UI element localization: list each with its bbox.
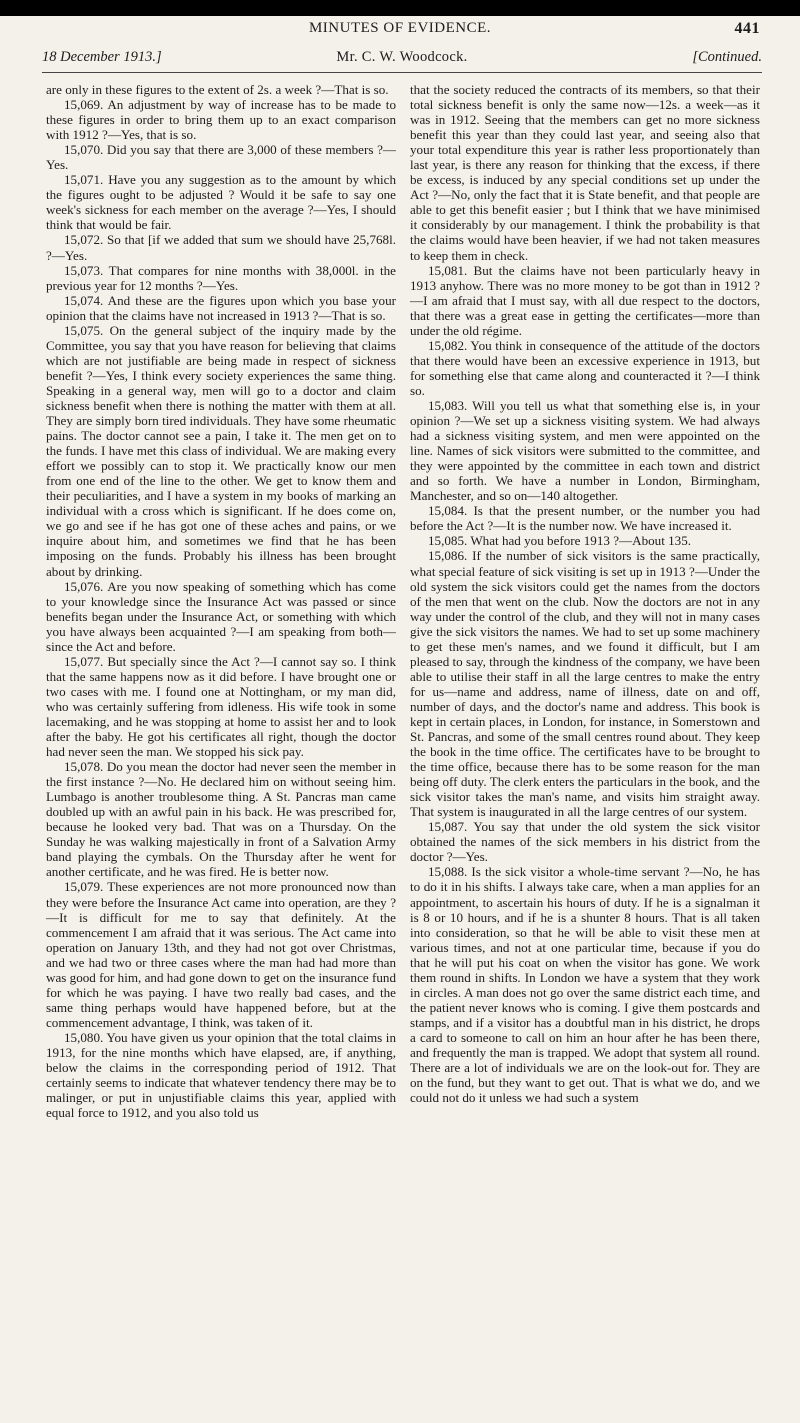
paragraph: are only in these figures to the extent of 2s. a week ?—That is so. [46, 82, 389, 97]
paragraph: 15,085. What had you before 1913 ?—About 135. [428, 533, 692, 549]
paragraph: 15,072. So that [if we added that sum we should have 25,768l. ?—Yes. [46, 232, 396, 263]
paragraph: 15,069. An adjustment by way of increase has to be made to these figures in order to bring them up to an exact comparison with 1912 ?—Yes, that is so. [46, 97, 396, 143]
header-title: MINUTES OF EVIDENCE. [308, 20, 492, 36]
left-column [46, 82, 396, 1120]
running-header [40, 20, 760, 40]
right-column [410, 82, 760, 1105]
continued-label: [Continued. [692, 49, 762, 65]
paragraph: 15,073. That compares for nine months with 38,000l. in the previous year for 12 months ?—Yes. [46, 262, 396, 293]
top-border-bar [0, 0, 800, 16]
paragraph: 15,088. Is the sick visitor a whole-time servant ?—No, he has to do it in his shifts. I always take care, when a man applies for an appointment, to ascertain his hours of duty. If he is a signalman it is 8 or 10 hours, and if he is a shunter 8 hours. That is all taken into consideration, so that he will be able to visit these men at various times, and not at one particular time, because if you do that he will put his coat on when the visitor has gone. We work them round in shifts. In London we have a system that they work in circles. A man does not go over the same district each time, and the patient never knows who is coming. I give them postcards and stamps, and if a visitor has a doubtful man in his district, he drops a card to someone to call on him an hour after he has been there, and frequently the man is trapped. We adopt that system all round. There are a lot of individuals we are on the look-out for. They are on the fund, but they want to get out. That is what we do, and we could not do it unless we had such a system [410, 864, 760, 1106]
paragraph: 15,087. You say that under the old system the sick visitor obtained the names of the sick members in his district from the doctor ?—Yes. [410, 819, 760, 865]
paragraph: 15,075. On the general subject of the inquiry made by the Committee, you say that you have reason for believing that claims which are not justifiable are being made in respect of sickness benefit ?—Yes, I think every society experiences the same thing. Speaking in a general way, men will go to a doctor and claim sickness benefit when there is nothing the matter with them at all. They are simply born tired individuals. They have some rheumatic pains. The doctor cannot see a pain, I take it. The men get on to the funds. I have met this class of individual. We are making every effort we possibly can to stop it. We practically know our men from one end of the line to the other. We get to know them and their peculiarities, and I have a system in my books of marking an individual with a cross which is significant. If he does come on, we go and see if he has got one of these aches and pains, or we inquire about him, and sometimes we find that he has been imposing on the funds. Probably his illness has been brought about by drinking. [46, 322, 396, 579]
paragraph: 15,074. And these are the figures upon which you base your opinion that the claims have not increased in 1913 ?—That is so. [46, 292, 396, 323]
paragraph: 15,076. Are you now speaking of something which has come to your knowledge since the Insurance Act was passed or since benefits began under the Insurance Act, or something with which you have always been acquainted ?—I am speaking from both—since the Act and before. [46, 578, 396, 654]
header-rule [42, 72, 762, 73]
paragraph: 15,077. But specially since the Act ?—I cannot say so. I think that the same happens now as it did before. I have brought one or two cases with me. I found one at Nottingham, or my man did, who was certainly suffering from idleness. His wife took in some lacemaking, and he was stopping at home to assist her and to look after the baby. He got his certificates all right, though the doctor had never seen the man. We stopped his sick pay. [46, 653, 396, 760]
paragraph: 15,080. You have given us your opinion that the total claims in 1913, for the nine months which have elapsed, are, if anything, below the claims in the corresponding period of 1912. That certainly seems to indicate that whatever tendency there may be to malinger, or put in unjustifiable claims this year, applied with equal force to 1912, and you also told us [46, 1029, 396, 1121]
witness-name: Mr. C. W. Woodcock. [336, 49, 468, 65]
paragraph: 15,071. Have you any suggestion as to the amount by which the figures ought to be adjusted ? Would it be safe to say one week's sickness for each member on the average ?—Yes, I should think that would be fair. [46, 172, 396, 233]
paragraph: 15,078. Do you mean the doctor had never seen the member in the first instance ?—No. He declared him on without seeing him. Lumbago is another troublesome thing. A St. Pancras man came doubled up with an awful pain in his back. He was prescribed for, because he looked very bad. That was on a Thursday. On the Sunday he was walking majestically in front of a Salvation Army band playing the cymbals. On the Thursday after he went for another certificate, and he was fired. He is better now. [46, 759, 396, 880]
sub-header [42, 49, 762, 69]
paragraph: 15,081. But the claims have not been particularly heavy in 1913 anyhow. There was no more money to be got than in 1912 ?—I am afraid that I must say, with all due respect to the doctors, that there was a great ease in getting the certificates—more than under the old régime. [410, 262, 760, 338]
paragraph: 15,070. Did you say that there are 3,000 of these members ?—Yes. [46, 142, 396, 173]
paragraph: 15,083. Will you tell us what that something else is, in your opinion ?—We set up a sickness visiting system. We had always had a sickness visiting system, and men were appointed on the line. Names of sick visitors were submitted to the committee, and they were appointed by the committee in each town and district and so forth. We have a number in London, Birmingham, Manchester, and so on—140 altogether. [410, 397, 760, 504]
paragraph: 15,079. These experiences are not more pronounced now than they were before the Insurance Act came into operation, are they ?—It is difficult for me to say that definitely. At the commencement I am afraid that it was serious. The Act came into operation on January 13th, and they had not got over Christmas, and we had two or three cases where the man had had more than was good for him, and had gone down to get on the insurance fund for which he was paying. I have two really bad cases, and the same thing perhaps would have happened before, but at the commencement advantage, I think, was taken of it. [46, 879, 396, 1030]
paragraph: 15,082. You think in consequence of the attitude of the doctors that there would have been an excessive experience in 1913, but for something else that came along and counteracted it ?—I think so. [410, 337, 760, 398]
paragraph: 15,084. Is that the present number, or the number you had before the Act ?—It is the number now. We have increased it. [410, 503, 760, 534]
page-number: 441 [734, 20, 760, 37]
hearing-date: 18 December 1913.] [42, 49, 162, 65]
paragraph: 15,086. If the number of sick visitors is the same practically, what special feature of sick visiting is set up in 1913 ?—Under the old system the sick visitors could get the names from the doctors of the men that went on the club. Now the doctors are not in any way under the control of the club, and they will not in many cases give the sick visitors the names. We had to set up some machinery to get these men's names, and we found it difficult, but I am pleased to say, through the kindness of the company, we have been able to utilise their staff in all the large centres to make the entry for us—name and address, name of illness, date on and off, number of days, and the doctor's name and address. This book is kept in certain places, in London, for instance, in Somerstown and St. Pancras, and some of the small centres round about. They keep the book in the time office. The certificates have to be brought to the time office, because there has to be some reason for the man being off duty. The clerk enters the particulars in the book, and the sick visitor takes the man's name, and visits him straight away. That system is inaugurated in all the large centres of our system. [410, 548, 760, 820]
paragraph: that the society reduced the contracts of its members, so that their total sickness benefit is only the same now—12s. a week—as it was in 1912. Seeing that the members can get no more sickness benefit this year than they could last year, and seeing also that your total expenditure this year is rather less proportionately than last year, is there any reason for thinking that the excess, if there be excess, is induced by any special conditions set up under the Act ?—No, only the fact that it is State benefit, and that people are able to get this benefit easier ; but I think that we have minimised it considerably by our management. I think the probability is that the claims would have been heavier, if we had not taken measures to keep them in check. [410, 82, 760, 263]
